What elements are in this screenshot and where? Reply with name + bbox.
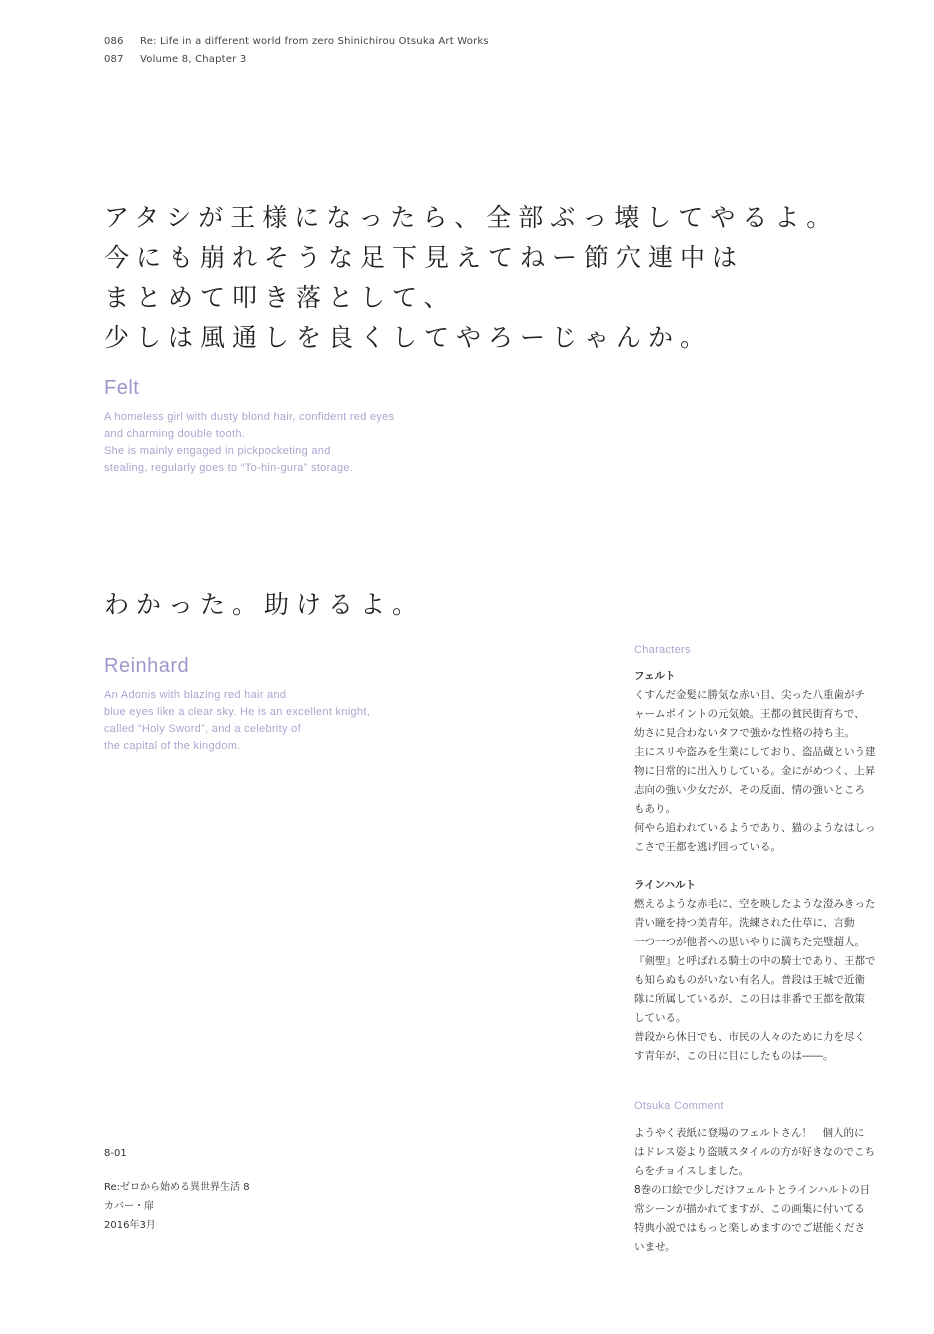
felt-text-line: 物に日常的に出入りしている。金にがめつく、上昇 <box>634 765 876 777</box>
comment-line: 常シーンが描かれてますが、この画集に付いてる <box>634 1203 865 1215</box>
felt-subtitle: フェルト <box>634 670 676 682</box>
reinhard-text-line: している。 <box>634 1012 687 1024</box>
comment-line: ようやく表紙に登場のフェルトさん！ 個人的に <box>634 1127 865 1139</box>
quote-line: 少しは風通しを良くしてやろーじゃんか。 <box>104 323 713 352</box>
reinhard-text-line: 一つ一つが他者への思いやりに満ちた完璧超人。 <box>634 936 865 948</box>
desc-line: the capital of the kingdom. <box>104 740 241 752</box>
reinhard-text-line: 普段から休日でも、市民の人々のために力を尽く <box>634 1031 865 1043</box>
desc-line: called “Holy Sword”, and a celebrity of <box>104 723 301 735</box>
reinhard-text-line: 燃えるような赤毛に、空を映したような澄みきった <box>634 898 876 910</box>
desc-line: She is mainly engaged in pickpocketing and <box>104 445 331 457</box>
desc-line: A homeless girl with dusty blond hair, confident red eyes <box>104 411 395 423</box>
felt-text-line: 主にスリや盗みを生業にしており、盗品蔵という建 <box>634 746 876 758</box>
felt-description <box>104 409 394 477</box>
reinhard-text-line: 『剣聖』と呼ばれる騎士の中の騎士であり、王都で <box>634 955 876 967</box>
reinhard-quote <box>104 585 424 625</box>
comment-line: はドレス姿より盗賊スタイルの方が好きなのでこち <box>634 1146 875 1158</box>
comment-line: らをチョイスしました。 <box>634 1165 750 1177</box>
felt-text-line: 幼さに見合わないタフで強かな性格の持ち主。 <box>634 727 855 739</box>
reinhard-name: Reinhard <box>104 655 190 677</box>
comment-line: 特典小説ではもっと楽しめますのでご堪能くださ <box>634 1222 865 1234</box>
characters-heading: Characters <box>634 644 691 656</box>
desc-line: An Adonis with blazing red hair and <box>104 689 287 701</box>
quote-line: わかった。助けるよ。 <box>104 590 425 619</box>
reinhard-description <box>104 687 370 755</box>
meta-line: カバー・扉 <box>104 1201 154 1212</box>
felt-text-line: こさで王都を逃げ回っている。 <box>634 841 781 853</box>
chapter-title: Volume 8, Chapter 3 <box>140 54 247 65</box>
illustration-meta <box>104 1178 250 1235</box>
reinhard-text-line: 青い瞳を持つ美青年。洗練された仕草に、言動 <box>634 917 855 929</box>
meta-line: 2016年3月 <box>104 1220 156 1231</box>
felt-text-line: もあり。 <box>634 803 676 815</box>
desc-line: and charming double tooth. <box>104 428 246 440</box>
felt-text-line: くすんだ金髪に勝気な赤い目、尖った八重歯がチ <box>634 689 865 701</box>
page-number: 086 <box>104 36 124 47</box>
illustration-code: 8-01 <box>104 1148 127 1159</box>
reinhard-text-line: す青年が、この日に目にしたものは――。 <box>634 1050 834 1062</box>
quote-line: まとめて叩き落として、 <box>104 283 456 312</box>
header-line-1 <box>104 36 489 47</box>
book-title: Re: Life in a different world from zero Shinichirou Otsuka Art Works <box>140 36 489 47</box>
quote-line: アタシが王様になったら、全部ぶっ壊してやるよ。 <box>104 203 839 232</box>
felt-text-line: 何やら追われているようであり、猫のようなはしっ <box>634 822 876 834</box>
reinhard-subtitle: ラインハルト <box>634 879 696 891</box>
quote-line: 今にも崩れそうな足下見えてねー節穴連中は <box>104 243 745 272</box>
felt-quote <box>104 198 838 358</box>
felt-name: Felt <box>104 377 140 399</box>
desc-line: blue eyes like a clear sky. He is an excellent knight, <box>104 706 371 718</box>
comment-section <box>634 1124 884 1257</box>
header-line-2 <box>104 54 246 65</box>
felt-text-line: ャームポイントの元気娘。王都の貧民街育ちで、 <box>634 708 865 720</box>
characters-section <box>634 667 884 1066</box>
desc-line: stealing, regularly goes to “To-hin-gura” storage. <box>104 462 354 474</box>
comment-line: いませ。 <box>634 1241 676 1253</box>
meta-line: Re:ゼロから始める異世界生活 8 <box>104 1182 250 1193</box>
comment-heading: Otsuka Comment <box>634 1100 724 1112</box>
felt-text-line: 志向の強い少女だが、その反面、情の強いところ <box>634 784 865 796</box>
reinhard-text-line: も知らぬものがいない有名人。普段は王城で近衛 <box>634 974 865 986</box>
page-number: 087 <box>104 54 124 65</box>
reinhard-text-line: 隊に所属しているが、この日は非番で王都を散策 <box>634 993 865 1005</box>
comment-line: 8巻の口絵で少しだけフェルトとラインハルトの日 <box>634 1184 871 1196</box>
